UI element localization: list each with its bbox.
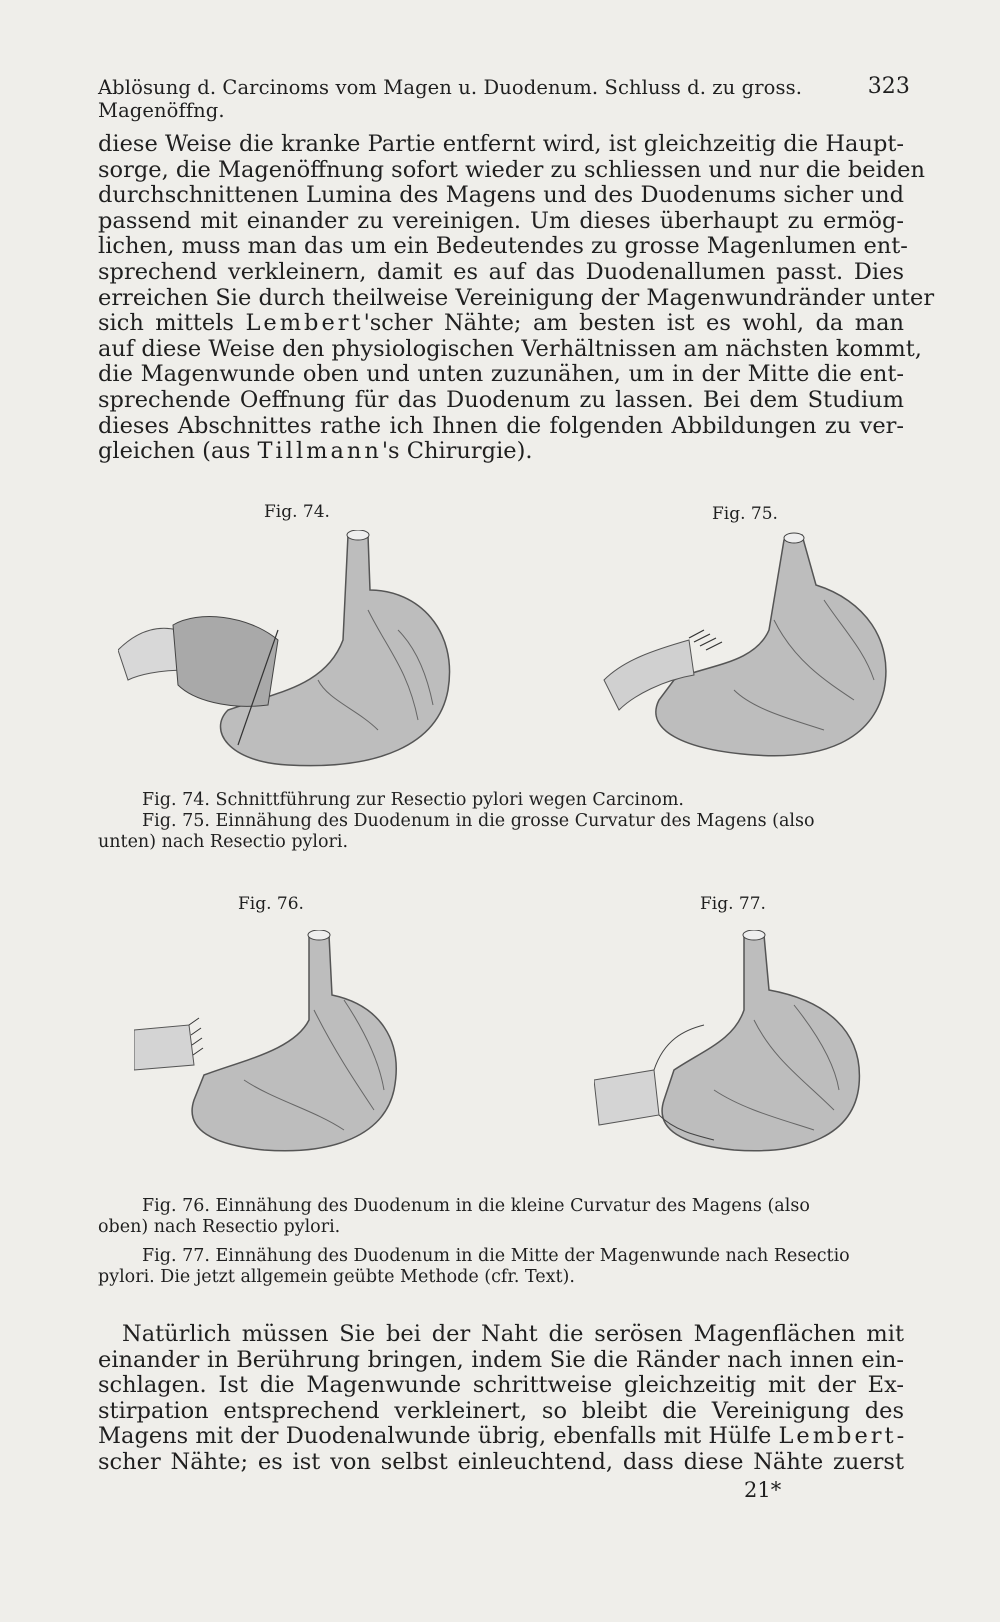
text-line: durchschnittenen Lumina des Magens und des Duodenums sicher und xyxy=(98,182,904,209)
page-number: 323 xyxy=(867,74,910,99)
fig74-label: Fig. 74. xyxy=(264,502,330,522)
text-fragment: 'scher Nähte; am besten ist es wohl, da man xyxy=(363,310,905,337)
text-line: scher Nähte; es ist von selbst einleuchtend, dass diese Nähte zuerst xyxy=(98,1448,904,1475)
text-line: Natürlich müssen Sie bei der Naht die serösen Magenflächen mit xyxy=(122,1321,904,1347)
text-line xyxy=(98,439,904,465)
figure-76-illustration xyxy=(134,930,434,1170)
spaced-name: Lembert xyxy=(245,310,364,337)
text-fragment: Magens mit der Duodenalwunde übrig, ebenfalls mit Hülfe xyxy=(98,1423,779,1450)
figure-75-illustration xyxy=(594,530,904,770)
text-line: auf diese Weise den physiologischen Verhältnissen am nächsten kommt, xyxy=(98,335,922,362)
figure-74-illustration xyxy=(118,530,458,780)
paragraph-2 xyxy=(98,1321,908,1476)
caption-74-75 xyxy=(98,790,898,853)
text-line xyxy=(98,311,904,337)
text-line: sprechend verkleinern, damit es auf das Duodenallumen passt. Dies xyxy=(98,258,904,285)
text-line: einander in Berührung bringen, indem Sie die Ränder nach innen ein- xyxy=(98,1346,904,1373)
caption-77-cont: pylori. Die jetzt allgemein geübte Methode (cfr. Text). xyxy=(98,1267,575,1287)
signature-mark: 21* xyxy=(744,1478,782,1502)
text-fragment: gleichen (aus xyxy=(98,438,258,465)
caption-74: Fig. 74. Schnittführung zur Resectio pylori wegen Carcinom. xyxy=(142,790,684,810)
caption-76-cont: oben) nach Resectio pylori. xyxy=(98,1217,341,1237)
fig76-label: Fig. 76. xyxy=(238,894,304,914)
text-line xyxy=(98,1423,908,1450)
text-line: stirpation entsprechend verkleinert, so bleibt die Vereinigung des xyxy=(98,1397,904,1424)
text-line: sorge, die Magenöffnung sofort wieder zu schliessen und nur die beiden xyxy=(98,156,925,183)
caption-75: Fig. 75. Einnähung des Duodenum in die grosse Curvatur des Magens (also xyxy=(142,811,815,831)
text-line: diese Weise die kranke Partie entfernt wird, ist gleichzeitig die Haupt- xyxy=(98,131,904,157)
running-title: Ablösung d. Carcinoms vom Magen u. Duodenum. Schluss d. zu gross. Magenöffng. xyxy=(98,76,802,122)
caption-75-cont: unten) nach Resectio pylori. xyxy=(98,832,349,852)
running-head xyxy=(98,76,910,122)
fig75-label: Fig. 75. xyxy=(712,504,778,524)
paragraph-1 xyxy=(98,131,935,465)
text-line: die Magenwunde oben und unten zuzunähen, um in der Mitte die ent- xyxy=(98,361,904,388)
caption-76-77 xyxy=(98,1196,898,1288)
text-line: sprechende Oeffnung für das Duodenum zu lassen. Bei dem Studium xyxy=(98,386,904,413)
text-line: passend mit einander zu vereinigen. Um dieses überhaupt zu ermög- xyxy=(98,207,904,234)
text-fragment: sich mittels xyxy=(98,310,246,337)
spaced-name: Tillmann xyxy=(257,438,382,465)
text-line: erreichen Sie durch theilweise Vereinigung der Magenwundränder unter xyxy=(98,284,935,311)
caption-76: Fig. 76. Einnähung des Duodenum in die kleine Curvatur des Magens (also xyxy=(142,1196,810,1216)
text-line: dieses Abschnittes rathe ich Ihnen die folgenden Abbildungen zu ver- xyxy=(98,412,904,439)
text-line: lichen, muss man das um ein Bedeutendes zu grosse Magenlumen ent- xyxy=(98,233,908,260)
spaced-name: Lembert- xyxy=(778,1423,908,1450)
text-fragment: 's Chirurgie). xyxy=(381,438,533,465)
caption-77: Fig. 77. Einnähung des Duodenum in die Mitte der Magenwunde nach Resectio xyxy=(142,1246,850,1266)
fig77-label: Fig. 77. xyxy=(700,894,766,914)
text-line: schlagen. Ist die Magenwunde schrittweise gleichzeitig mit der Ex- xyxy=(98,1372,904,1399)
figure-77-illustration xyxy=(594,930,894,1170)
